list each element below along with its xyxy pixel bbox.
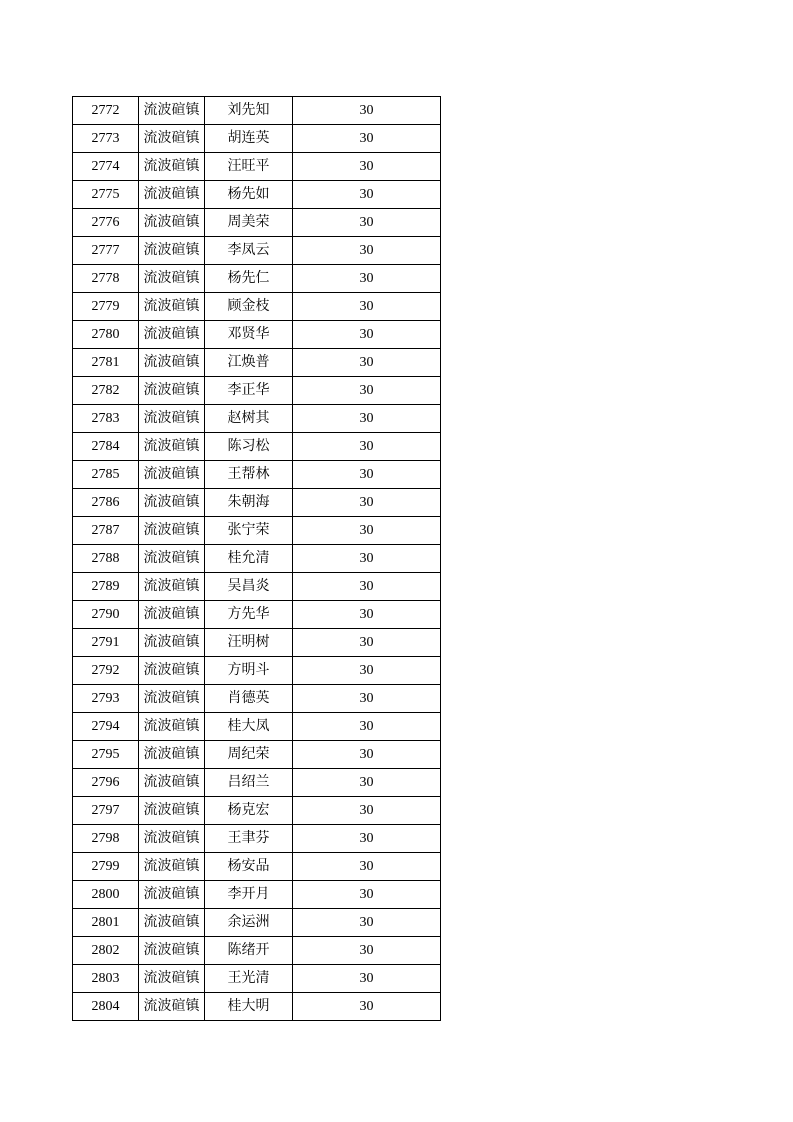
table-row (73, 209, 441, 237)
person-name-cell: 吴昌炎 (205, 573, 293, 601)
row-number-cell: 2778 (73, 265, 139, 293)
person-name-cell: 吕绍兰 (205, 769, 293, 797)
amount-cell: 30 (293, 377, 441, 405)
town-cell: 流波碹镇 (139, 545, 205, 573)
row-number-cell: 2790 (73, 601, 139, 629)
table-row (73, 769, 441, 797)
person-name-cell: 周纪荣 (205, 741, 293, 769)
row-number-cell: 2788 (73, 545, 139, 573)
row-number-cell: 2804 (73, 993, 139, 1021)
row-number-cell: 2782 (73, 377, 139, 405)
amount-cell: 30 (293, 853, 441, 881)
table-row (73, 517, 441, 545)
table-row (73, 993, 441, 1021)
row-number-cell: 2789 (73, 573, 139, 601)
town-cell: 流波碹镇 (139, 573, 205, 601)
amount-cell: 30 (293, 153, 441, 181)
row-number-cell: 2793 (73, 685, 139, 713)
amount-cell: 30 (293, 825, 441, 853)
table-row (73, 713, 441, 741)
town-cell: 流波碹镇 (139, 965, 205, 993)
data-table (72, 96, 441, 1021)
amount-cell: 30 (293, 797, 441, 825)
town-cell: 流波碹镇 (139, 265, 205, 293)
person-name-cell: 肖德英 (205, 685, 293, 713)
row-number-cell: 2787 (73, 517, 139, 545)
person-name-cell: 朱朝海 (205, 489, 293, 517)
table-row (73, 657, 441, 685)
person-name-cell: 桂允清 (205, 545, 293, 573)
row-number-cell: 2772 (73, 97, 139, 125)
amount-cell: 30 (293, 573, 441, 601)
person-name-cell: 汪旺平 (205, 153, 293, 181)
town-cell: 流波碹镇 (139, 377, 205, 405)
person-name-cell: 陈绪开 (205, 937, 293, 965)
person-name-cell: 汪明树 (205, 629, 293, 657)
amount-cell: 30 (293, 993, 441, 1021)
town-cell: 流波碹镇 (139, 993, 205, 1021)
table-row (73, 629, 441, 657)
person-name-cell: 王光清 (205, 965, 293, 993)
amount-cell: 30 (293, 545, 441, 573)
person-name-cell: 张宁荣 (205, 517, 293, 545)
amount-cell: 30 (293, 881, 441, 909)
town-cell: 流波碹镇 (139, 601, 205, 629)
row-number-cell: 2802 (73, 937, 139, 965)
table-row (73, 797, 441, 825)
amount-cell: 30 (293, 181, 441, 209)
town-cell: 流波碹镇 (139, 713, 205, 741)
row-number-cell: 2801 (73, 909, 139, 937)
town-cell: 流波碹镇 (139, 741, 205, 769)
row-number-cell: 2775 (73, 181, 139, 209)
person-name-cell: 李凤云 (205, 237, 293, 265)
person-name-cell: 刘先知 (205, 97, 293, 125)
town-cell: 流波碹镇 (139, 349, 205, 377)
amount-cell: 30 (293, 713, 441, 741)
town-cell: 流波碹镇 (139, 937, 205, 965)
row-number-cell: 2798 (73, 825, 139, 853)
amount-cell: 30 (293, 405, 441, 433)
table-row (73, 321, 441, 349)
town-cell: 流波碹镇 (139, 321, 205, 349)
town-cell: 流波碹镇 (139, 181, 205, 209)
person-name-cell: 胡连英 (205, 125, 293, 153)
table-row (73, 601, 441, 629)
table-row (73, 937, 441, 965)
person-name-cell: 方先华 (205, 601, 293, 629)
amount-cell: 30 (293, 349, 441, 377)
amount-cell: 30 (293, 97, 441, 125)
table-body (73, 97, 441, 1021)
amount-cell: 30 (293, 293, 441, 321)
town-cell: 流波碹镇 (139, 153, 205, 181)
amount-cell: 30 (293, 601, 441, 629)
table-row (73, 405, 441, 433)
town-cell: 流波碹镇 (139, 293, 205, 321)
town-cell: 流波碹镇 (139, 97, 205, 125)
amount-cell: 30 (293, 209, 441, 237)
town-cell: 流波碹镇 (139, 909, 205, 937)
person-name-cell: 余运洲 (205, 909, 293, 937)
person-name-cell: 陈习松 (205, 433, 293, 461)
row-number-cell: 2776 (73, 209, 139, 237)
table-row (73, 853, 441, 881)
amount-cell: 30 (293, 685, 441, 713)
amount-cell: 30 (293, 965, 441, 993)
row-number-cell: 2792 (73, 657, 139, 685)
amount-cell: 30 (293, 769, 441, 797)
amount-cell: 30 (293, 909, 441, 937)
town-cell: 流波碹镇 (139, 629, 205, 657)
row-number-cell: 2779 (73, 293, 139, 321)
person-name-cell: 杨安品 (205, 853, 293, 881)
row-number-cell: 2796 (73, 769, 139, 797)
amount-cell: 30 (293, 937, 441, 965)
table-row (73, 153, 441, 181)
table-row (73, 377, 441, 405)
town-cell: 流波碹镇 (139, 853, 205, 881)
town-cell: 流波碹镇 (139, 769, 205, 797)
person-name-cell: 周美荣 (205, 209, 293, 237)
town-cell: 流波碹镇 (139, 517, 205, 545)
town-cell: 流波碹镇 (139, 881, 205, 909)
row-number-cell: 2800 (73, 881, 139, 909)
table-row (73, 433, 441, 461)
table-row (73, 909, 441, 937)
row-number-cell: 2797 (73, 797, 139, 825)
town-cell: 流波碹镇 (139, 405, 205, 433)
row-number-cell: 2773 (73, 125, 139, 153)
table-row (73, 489, 441, 517)
row-number-cell: 2799 (73, 853, 139, 881)
amount-cell: 30 (293, 489, 441, 517)
town-cell: 流波碹镇 (139, 237, 205, 265)
row-number-cell: 2781 (73, 349, 139, 377)
row-number-cell: 2783 (73, 405, 139, 433)
row-number-cell: 2785 (73, 461, 139, 489)
town-cell: 流波碹镇 (139, 685, 205, 713)
person-name-cell: 杨先仁 (205, 265, 293, 293)
row-number-cell: 2791 (73, 629, 139, 657)
row-number-cell: 2786 (73, 489, 139, 517)
table-row (73, 965, 441, 993)
amount-cell: 30 (293, 125, 441, 153)
town-cell: 流波碹镇 (139, 657, 205, 685)
row-number-cell: 2777 (73, 237, 139, 265)
town-cell: 流波碹镇 (139, 461, 205, 489)
person-name-cell: 方明斗 (205, 657, 293, 685)
table-row (73, 293, 441, 321)
table-row (73, 881, 441, 909)
town-cell: 流波碹镇 (139, 489, 205, 517)
row-number-cell: 2795 (73, 741, 139, 769)
person-name-cell: 顾金枝 (205, 293, 293, 321)
table-row (73, 181, 441, 209)
table-row (73, 825, 441, 853)
table-row (73, 237, 441, 265)
row-number-cell: 2803 (73, 965, 139, 993)
amount-cell: 30 (293, 517, 441, 545)
amount-cell: 30 (293, 629, 441, 657)
row-number-cell: 2784 (73, 433, 139, 461)
town-cell: 流波碹镇 (139, 125, 205, 153)
table-row (73, 741, 441, 769)
person-name-cell: 李开月 (205, 881, 293, 909)
table-row (73, 125, 441, 153)
table-row (73, 545, 441, 573)
table-row (73, 265, 441, 293)
town-cell: 流波碹镇 (139, 825, 205, 853)
amount-cell: 30 (293, 433, 441, 461)
person-name-cell: 李正华 (205, 377, 293, 405)
table-row (73, 461, 441, 489)
row-number-cell: 2774 (73, 153, 139, 181)
table-row (73, 573, 441, 601)
amount-cell: 30 (293, 265, 441, 293)
table-row (73, 685, 441, 713)
person-name-cell: 杨先如 (205, 181, 293, 209)
table-row (73, 349, 441, 377)
person-name-cell: 桂大明 (205, 993, 293, 1021)
town-cell: 流波碹镇 (139, 433, 205, 461)
town-cell: 流波碹镇 (139, 209, 205, 237)
person-name-cell: 邓贤华 (205, 321, 293, 349)
person-name-cell: 王帮林 (205, 461, 293, 489)
row-number-cell: 2794 (73, 713, 139, 741)
table-row (73, 97, 441, 125)
amount-cell: 30 (293, 741, 441, 769)
person-name-cell: 江焕普 (205, 349, 293, 377)
amount-cell: 30 (293, 657, 441, 685)
person-name-cell: 杨克宏 (205, 797, 293, 825)
amount-cell: 30 (293, 461, 441, 489)
town-cell: 流波碹镇 (139, 797, 205, 825)
person-name-cell: 赵树其 (205, 405, 293, 433)
amount-cell: 30 (293, 321, 441, 349)
amount-cell: 30 (293, 237, 441, 265)
row-number-cell: 2780 (73, 321, 139, 349)
person-name-cell: 王聿芬 (205, 825, 293, 853)
person-name-cell: 桂大凤 (205, 713, 293, 741)
